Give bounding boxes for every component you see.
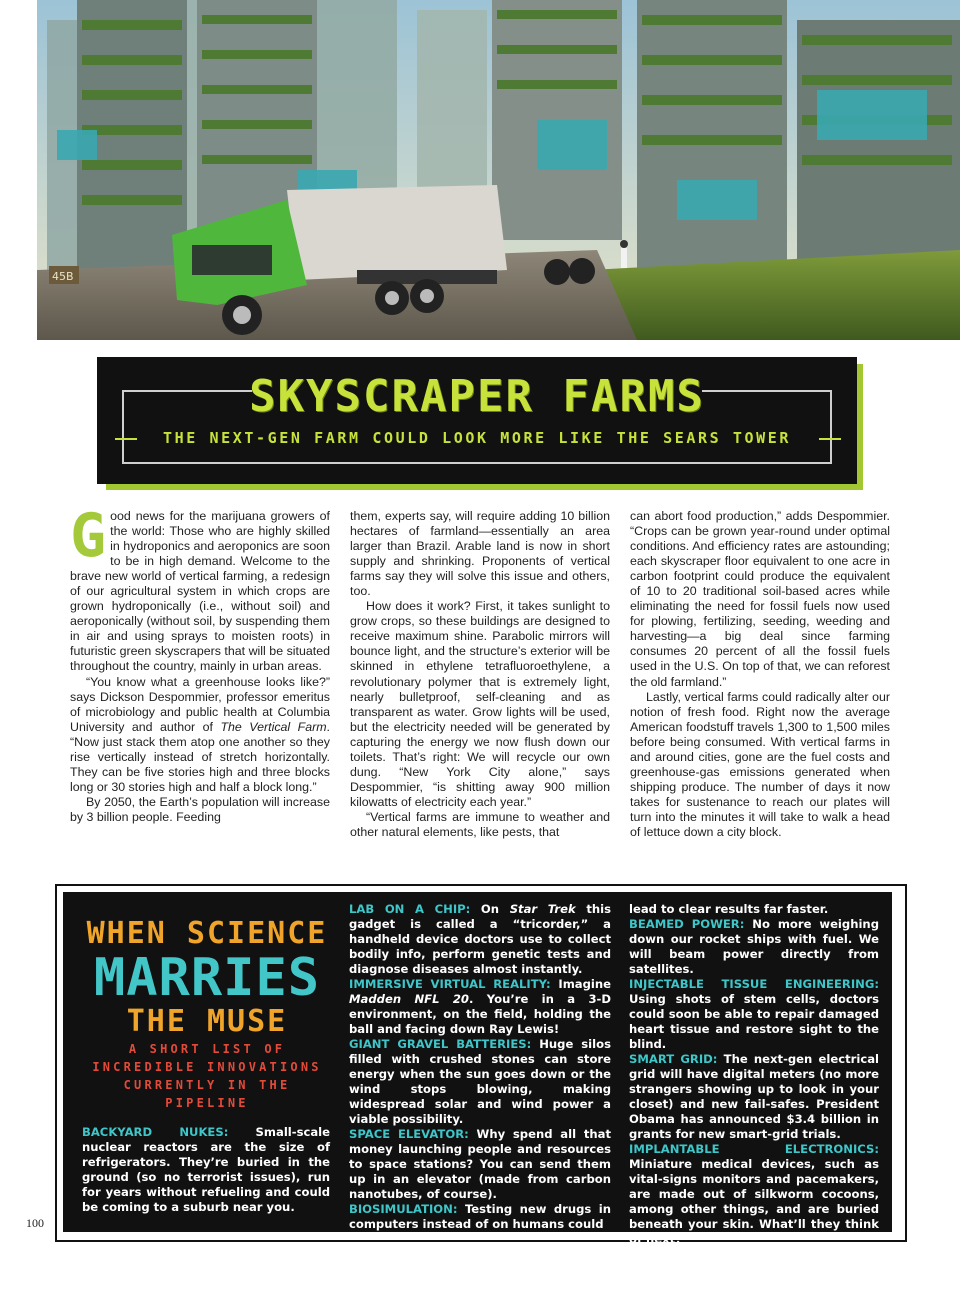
page-number: 100 [26, 1216, 44, 1230]
paragraph: By 2050, the Earth’s population will increase by 3 billion people. Feeding [70, 794, 330, 824]
innovation-item: IMMERSIVE VIRTUAL REALITY: Imagine Madden NFL 20. You’re in a 3-D environment, on the field, holding the ball and facing down Ray Lewis! [349, 977, 611, 1036]
paragraph: “You know what a greenhouse looks like?” says Dickson Despommier, professor emeritus of microbiology and public health at Columbia University and author of The Vertical Farm. “Now just stack them atop one another so they rise vertically instead of stretch horizontally. They can be five stories high and three blocks long or 30 stories high and half a block long.” [70, 674, 330, 794]
innovation-item: BIOSIMULATION: Testing new drugs in computers instead of on humans could [349, 1202, 611, 1231]
article-column-2 [350, 509, 610, 840]
innovation-item: BACKYARD NUKES: Small-scale nuclear reactors are the size of refrigerators. They’re buried in the ground (so no terrorist issues), run for years without refueling and could be coming to a suburb near you. [82, 1125, 331, 1214]
paragraph: can abort food production,” adds Despommier. “Crops can be grown year-round under optimal conditions. And efficiency rates are astounding; each skyscraper floor equivalent to one acre in carbon footprint could produce the equivalent of 10 to 20 traditional soil-based acres while eliminating the need for fossil fuels now used for plowing, fertilizing, seeding, weeding and harvesting—a big deal since farming consumes 20 percent of all the fossil fuels used in the U.S. On top of that, we can reforest the old farmland.” [630, 509, 890, 689]
article-column-3 [630, 509, 890, 840]
sidebar-title-line-1: WHEN SCIENCE [86, 916, 328, 951]
sign-text: 45B [52, 270, 74, 283]
paragraph: How does it work? First, it takes sunlight to grow crops, so these buildings are designed to receive maximum shine. Parabolic mirrors will bounce light, and the structure’s exterior will be skinned in ethylene tetrafluoroethylene, a revolutionary polymer that is extremely light, nearly bulletproof, self-cleaning and as transparent as water. Grow lights will be used, but the electricity needed will be generated by capturing the energy we now flush down our toilets. That’s right: We will recycle our own dung. “New York City alone,” says Despommier, “is shitting away 900 million kilowatts of electricity each year.” [350, 599, 610, 809]
innovation-item: LAB ON A CHIP: On Star Trek this gadget is called a “tricorder,” a handheld device doctors use to collect bodily info, perform genetic tests and diagnose diseases almost instantly. [349, 902, 611, 976]
sidebar-title-line-2: MARRIES [93, 948, 321, 1008]
paragraph: “Vertical farms are immune to weather and other natural elements, like pests, that [350, 809, 610, 839]
innovation-item-continued: lead to clear results far faster. [629, 902, 829, 916]
innovation-item: INJECTABLE TISSUE ENGINEERING: Using shots of stem cells, doctors could soon be able to repair damaged heart tissue and restore sight to the blind. [629, 977, 879, 1051]
paragraph: Good news for the marijuana growers of the world: Those who are highly skilled in hydroponics and aeroponics are soon to be in high demand. Welcome to the brave new world of vertical farming, a redesign of our agricultural system in which crops are grown hydroponically (i.e., without soil) and aeroponically (without soil, by suspending them in air and using sprays to moisten roots) in futuristic green skyscrapers that will be situated throughout the country, mainly in urban areas. [70, 501, 330, 674]
innovation-item: SPACE ELEVATOR: Why spend all that money launching people and resources to space stations? You can send them up in an elevator (made from carbon nanotubes, of course). [349, 1127, 611, 1201]
article-subtitle: THE NEXT-GEN FARM COULD LOOK MORE LIKE THE SEARS TOWER [162, 429, 792, 447]
sidebar-column-2 [349, 902, 611, 1232]
hero-illustration [37, 0, 960, 340]
paragraph: them, experts say, will require adding 10 billion hectares of farmland—essentially an area larger than Brazil. Arable land is now in short supply and shrinking. Proponents of vertical farms say they will solve this issue and others, too. [350, 509, 610, 599]
sign-post [49, 266, 79, 284]
skyscraper-farm-scene [37, 0, 960, 340]
innovation-item: BEAMED POWER: No more weighing down our rocket ships with fuel. We will beam power directly from satellites. [629, 917, 879, 976]
innovation-item: IMPLANTABLE ELECTRONICS: Miniature medical devices, such as vital-signs monitors and pacemakers, are made out of silkworm cocoons, among other things, and are buried beneath your skin. What’ll they think of next? [629, 1142, 879, 1246]
title-banner [97, 357, 857, 484]
article-column-1 [70, 501, 330, 825]
innovation-item: GIANT GRAVEL BATTERIES: Huge silos filled with crushed stones can store energy when the sun goes down or the wind stops blowing, making widespread solar and wind power a viable possibility. [349, 1037, 611, 1126]
sidebar-column-3 [629, 902, 879, 1247]
paragraph: Lastly, vertical farms could radically alter our notion of fresh food. Right now the average American foodstuff travels 1,300 to 1,500 miles before being consumed. With vertical farms in and around cities, gone are the fuel costs and greenhouse-gas emissions generated when shipping produce. The number of days it now takes for sustenance to reach our plates will turn into the minutes it will take to walk a head of lettuce down a city block. [630, 689, 890, 839]
sidebar-column-1 [82, 1125, 330, 1215]
book-title: The Vertical Farm [220, 719, 327, 734]
drop-cap: G [70, 501, 107, 571]
article-title: SKYSCRAPER FARMS [249, 371, 705, 422]
innovation-item: SMART GRID: The next-gen electrical grid will have digital meters (no more strangers showing up to look in your closet) and new fail-safes. President Obama has announced $3.4 billion in grants for new smart-grid trials. [629, 1052, 879, 1141]
person [620, 240, 628, 268]
sidebar-title-line-3: THE MUSE [126, 1004, 288, 1039]
sidebar-subtitle: A SHORT LIST OF INCREDIBLE INNOVATIONS CURRENTLY IN THE PIPELINE [92, 1042, 322, 1110]
